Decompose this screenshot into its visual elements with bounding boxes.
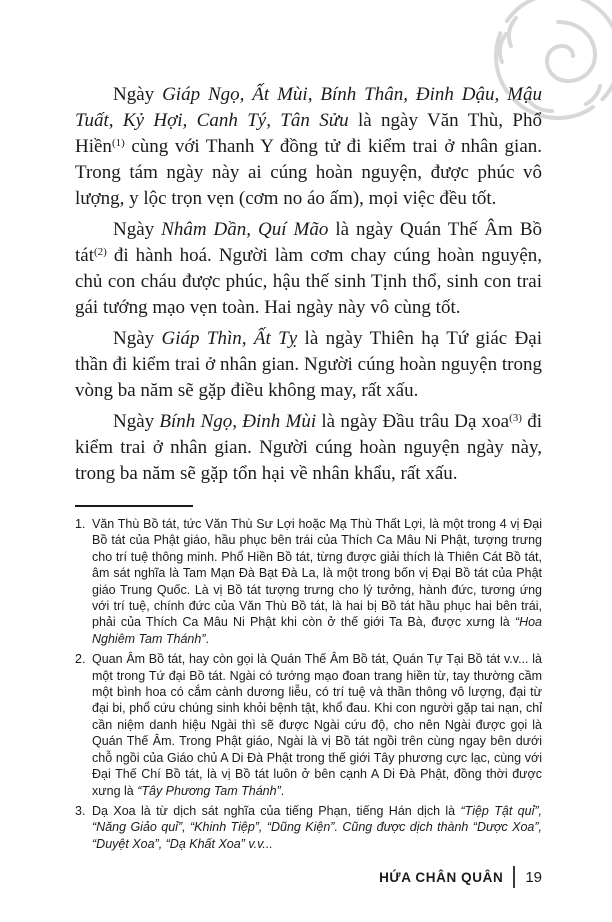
text-run: cùng với Thanh Y đồng tử đi kiểm trai ở nhân gian. Trong tám ngày này ai cúng hoàn nguyện, được phúc vô lượng, y lộc trọn vẹn (cơm no áo ấm), mọi việc đều tốt. xyxy=(75,136,542,209)
quoted-term-italic: “Tây Phương Tam Thánh” xyxy=(137,783,281,798)
text-run: là ngày Quán Thế Âm Bồ tát xyxy=(75,219,542,266)
paragraph-2 xyxy=(75,217,542,321)
day-names-italic: Bính Ngọ, Đinh Mùi xyxy=(159,411,317,432)
day-names-italic: Giáp Thìn, Ất Tỵ xyxy=(161,328,298,349)
text-run: đi hành hoá. Người làm cơm chay cúng hoàn nguyện, chủ con cháu được phúc, hậu thế sinh Tịnh thổ, sinh con trai gái tướng mạo vẹn toàn. Hai ngày này vô cùng tốt. xyxy=(75,245,542,318)
author-name: HỨA CHÂN QUÂN xyxy=(379,869,504,885)
footer-separator xyxy=(513,866,515,888)
paragraph-4 xyxy=(75,409,542,487)
quoted-term-italic: “Hoa Nghiêm Tam Thánh” xyxy=(92,615,542,646)
text-run: Dạ Xoa là từ dịch sát nghĩa của tiếng Phạn, tiếng Hán dịch là xyxy=(92,803,461,818)
footnote-text xyxy=(92,803,542,852)
footnote-1 xyxy=(75,516,542,647)
footnote-number: 3. xyxy=(75,803,86,818)
footnote-text xyxy=(92,651,542,799)
paragraph-1 xyxy=(75,82,542,212)
text-run: là ngày Đầu trâu Dạ xoa xyxy=(316,411,510,432)
footnote-2 xyxy=(75,651,542,799)
text-run: đi kiểm trai ở nhân gian. Người cúng hoàn nguyện ngày này, trong ba năm sẽ gặp tổn hại về nhân khẩu, rất xấu. xyxy=(75,411,542,484)
footnote-ref-1: (1) xyxy=(111,137,125,149)
footnote-ref-3: (3) xyxy=(509,412,522,424)
text-run: Văn Thù Bồ tát, tức Văn Thù Sư Lợi hoặc Mạ Thù Thất Lợi, là một trong 4 vị Đại Bồ tát của Phật giáo, hầu phục bên trái của Thích Ca Mâu Ni Phật, tượng trưng cho trí tuệ thông minh. Phổ Hiền Bồ tát, từng được giải thích là Thiên Cát Bồ tát, âm sát nghĩa là Tam Mạn Đà Bạt Đà La, là một trong bốn vị Đại Bồ tát của Phật giáo Trung Quốc. Là vị Bồ tát tượng trưng cho lý tưởng, hành đức, tương ứng với trí tuệ, chính đức của Văn Thù Bồ tát, là hai bị Bồ tát hầu phục hai bên trái, phải của Thích Ca Mâu Ni Phật khi còn ở thế giới Ta Bà, được xưng là xyxy=(92,517,542,630)
text-run: Ngày xyxy=(113,411,160,432)
text-run: Ngày xyxy=(113,84,163,105)
page-footer xyxy=(379,866,542,888)
paragraph-3 xyxy=(75,326,542,404)
text-run: . xyxy=(205,631,209,646)
text-run: Quan Âm Bồ tát, hay còn gọi là Quán Thế Âm Bồ tát, Quán Tự Tại Bồ tát v.v... là một trong Tứ đại Bồ tát. Ngài có tướng mạo đoan trang hiền từ, tay thường cầm một bình hoa có cắm cành dương liễu, có trí tuệ và thần thông vô lượng, đại từ đại bi, phổ cứu chúng sinh khỏi bệnh tật, khổ đau. Khi con người gặp tai nạn, chỉ cần niệm danh hiệu Ngài thì sẽ được Ngài cứu độ, cho nên Ngài được gọi là Quán Thế Âm. Trong Phật giáo, Ngài là vị Bồ tát ngồi trên cùng ngay bên dưới chỗ ngồi của Giáo chủ A Di Đà Phật trong thế giới Tây phương cực lạc, cùng với Đại Thế Chí Bồ tát, là vị Bồ tát luôn ở bên cạnh A Di Đà Phật, đồng thời được xưng là xyxy=(92,652,542,798)
footnote-number: 1. xyxy=(75,517,86,531)
text-run: Ngày xyxy=(113,219,162,240)
day-names-italic: Giáp Ngọ, Ất Mùi, Bính Thân, Đinh Dậu, Mậu Tuất, Kỷ Hợi, Canh Tý, Tân Sửu xyxy=(75,84,542,131)
day-names-italic: Nhâm Dần, Quí Mão xyxy=(161,219,329,240)
footnote-number: 2. xyxy=(75,652,86,667)
footnotes-section xyxy=(75,516,542,856)
page-number: 19 xyxy=(525,868,542,886)
footnote-ref-2: (2) xyxy=(94,246,107,258)
footnote-divider xyxy=(75,505,193,507)
footnote-3 xyxy=(75,803,542,852)
text-run: là ngày Thiên hạ Tứ giác Đại thần đi kiểm trai ở nhân gian. Người cúng hoàn nguyện trong vòng ba năm sẽ gặp điều không may, rất xấu. xyxy=(75,328,543,401)
footnote-text xyxy=(92,516,542,647)
quoted-term-italic: “Tiệp Tật quỉ”, “Năng Giảo quỉ”, “Khinh Tiệp”, “Dũng Kiện”. Cũng được dịch thành “Dược Xoa”, “Duyệt Xoa”, “Dạ Khất Xoa” v.v... xyxy=(92,803,542,851)
text-run: là ngày Văn Thù, Phổ Hiền xyxy=(75,110,542,157)
main-text xyxy=(75,82,542,492)
text-run: Ngày xyxy=(113,328,162,349)
text-run: . xyxy=(280,783,285,798)
